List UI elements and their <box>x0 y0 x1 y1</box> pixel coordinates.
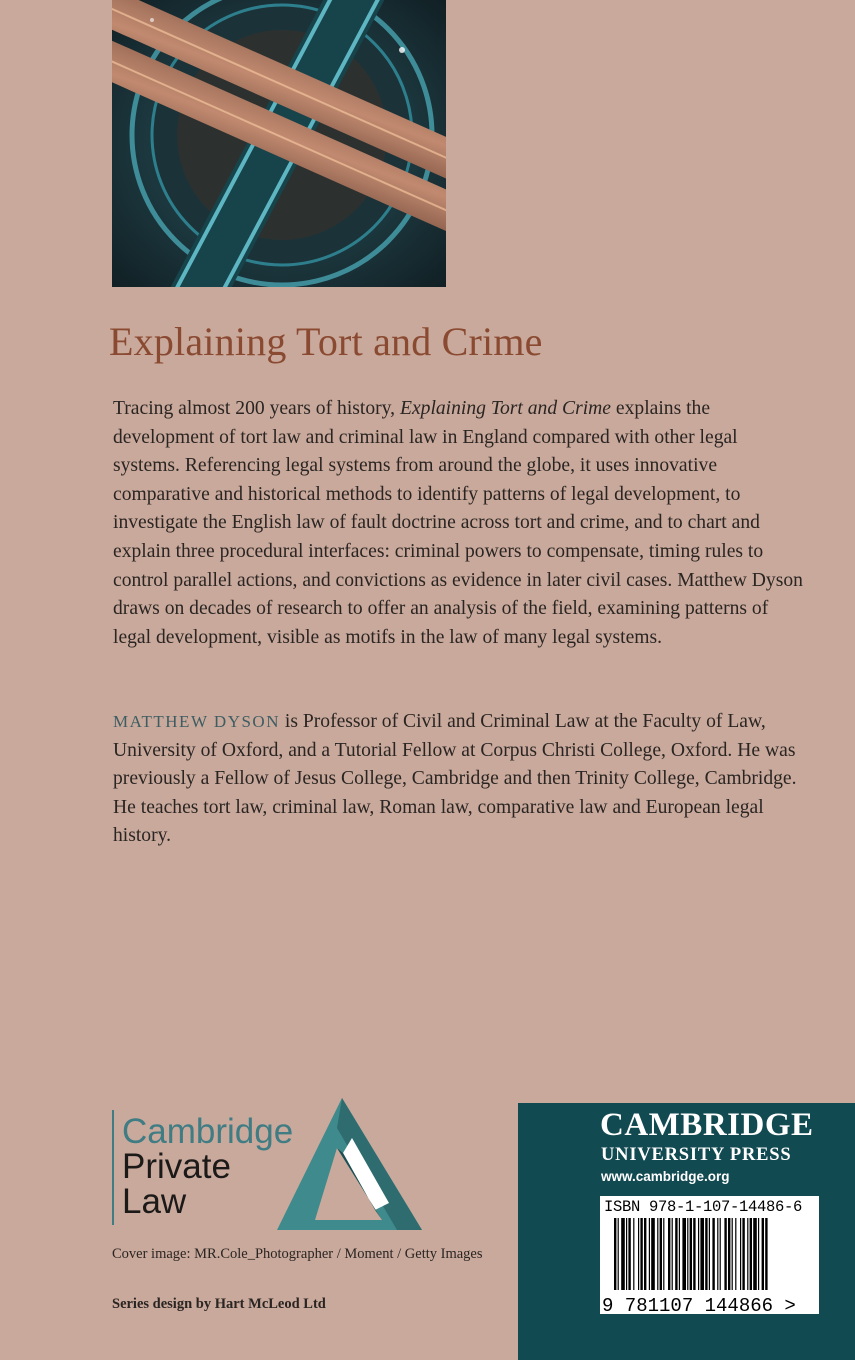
isbn-label: ISBN 978-1-107-14486-6 <box>604 1198 803 1216</box>
author-name: MATTHEW DYSON <box>113 712 280 731</box>
cover-photo-highway-interchange <box>112 0 446 287</box>
book-title: Explaining Tort and Crime <box>109 319 543 364</box>
author-bio <box>113 708 803 851</box>
series-name-line-3: Law <box>122 1182 187 1221</box>
cover-image-credit: Cover image: MR.Cole_Photographer / Moment / Getty Images <box>112 1246 483 1262</box>
barcode-icon <box>600 1216 819 1314</box>
author-bio-text: is Professor of Civil and Criminal Law at the Faculty of Law, University of Oxford, and a Tutorial Fellow at Corpus Christi College, Oxford. He was previously a Fellow of Jesus College, Cambridge and then Trinity College, Cambridge. He teaches tort law, criminal law, Roman law, comparative law and European legal history. <box>113 711 797 847</box>
triangle-logo-icon <box>277 1098 422 1234</box>
blurb-italic-title: Explaining Tort and Crime <box>399 398 611 419</box>
barcode-digits: 9 781107 144866 > <box>602 1295 796 1314</box>
series-name-line-1: Cambridge <box>122 1112 294 1151</box>
series-divider <box>112 1110 114 1225</box>
publisher-name: CAMBRIDGE <box>600 1107 814 1143</box>
blurb-text-rest: explains the development of tort law and criminal law in England compared with other legal systems. Referencing legal systems from around the globe, it uses innovative comparative and historical methods to identify patterns of legal development, to investigate the English law of fault doctrine across tort and crime, and to chart and explain three procedural interfaces: criminal powers to compensate, timing rules to control parallel actions, and convictions as evidence in later civil cases. Matthew Dyson draws on decades of research to offer an analysis of the field, examining patterns of legal development, visible as motifs in the law of many legal systems. <box>113 398 803 648</box>
publisher-panel <box>518 1103 855 1360</box>
series-logo <box>112 1098 432 1234</box>
blurb-text-start: Tracing almost 200 years of history, <box>113 398 400 419</box>
isbn-barcode <box>600 1196 819 1314</box>
publisher-press: UNIVERSITY PRESS <box>601 1145 792 1165</box>
book-blurb <box>113 395 803 652</box>
series-name-line-2: Private <box>122 1147 231 1186</box>
series-design-credit: Series design by Hart McLeod Ltd <box>112 1296 326 1312</box>
publisher-url: www.cambridge.org <box>601 1169 730 1184</box>
